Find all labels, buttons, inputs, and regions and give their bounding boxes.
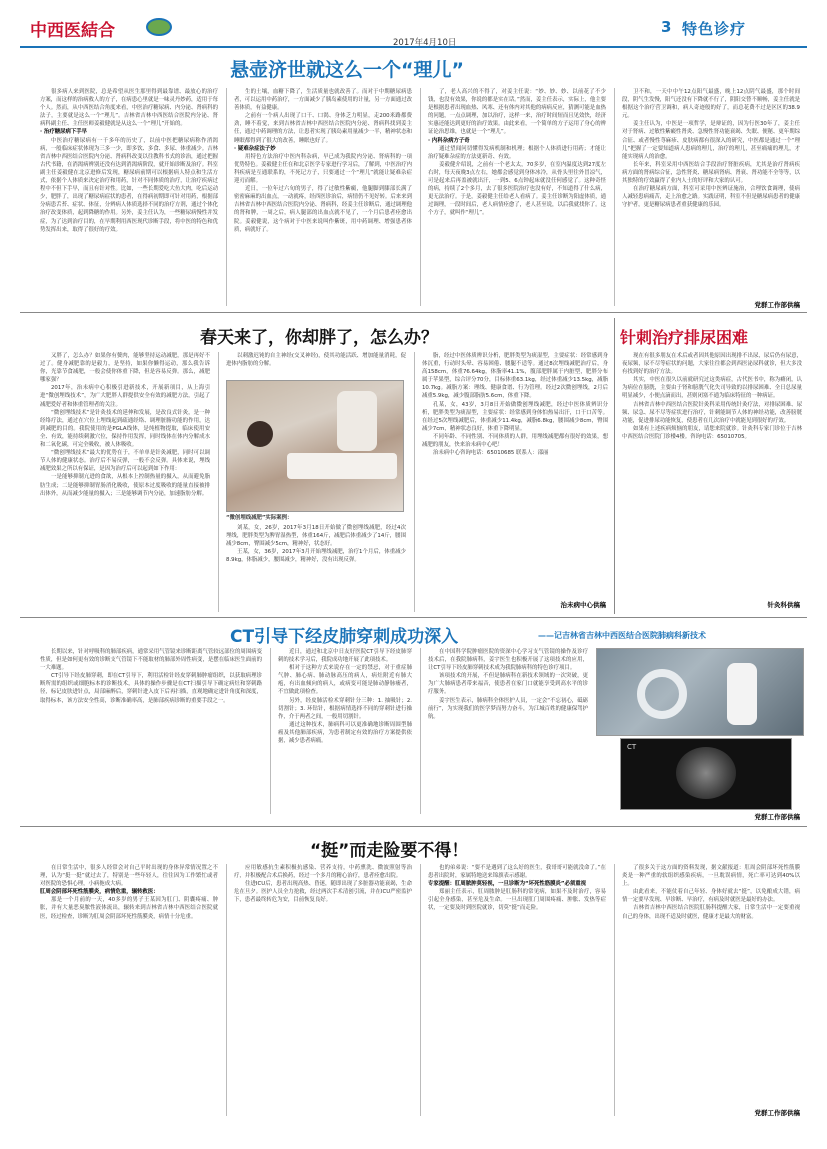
paragraph: 以刺激迟钝的自主神经(交叉神经)，使其功能活跃、增加能量消耗，促进体内脂肪的分解。: [226, 353, 406, 368]
article1-col2: [234, 88, 412, 306]
paragraph: 刘某，女，26岁，2017年3月18日开始做了微创埋线减肥，经过4次埋线，肥胖类型为脾胃湿热型，体重164斤，减肥后体重减少了14斤，腰围减少8cm，臀围减少5cm，精神好，状态好。: [226, 525, 406, 548]
paragraph: 中医治疗糖尿病有一千多年的历史了，以前中医把糖尿病称作消渴病，一般临床症状体现为三多一少，即多饮、多食、多尿、体重减少。吉林省吉林中西医结合医院内分泌、肾病科改变以往教科书式的诊治，通过把握古代书籍，在消渴病辨别还没有达到消渴病阶段，就开始诊断及治疗。科室副主任姜毅健在北京进修后发现，糖尿病前期可以根据病人特点和生活方式，依据个人体质来决定治疗和用药，针对不同体质的治疗，让治疗疾病过程中不但下手早，而且有针对性。比如，一些长期爱吃大鱼大肉，吃后运动少，肥胖了，出现了糖尿病症状的患者，在得病初期即可针对用药，根据部分病患舌苔、症状、体征，分辨病人体质选择不同的治疗方剂，通过个体化治疗改变体质，起到降糖的作用。另外，姜主任认为，一些糖尿病慢性并发症，为了达到治疗目的，在早期利用西医现代诊断手段，将中医的特色和优势发挥出来，取得了很好的疗效。: [40, 137, 218, 233]
article5-title: “挺”而走险要不得！: [310, 841, 469, 861]
column-divider: [226, 88, 227, 306]
masthead: [20, 14, 807, 48]
paragraph: 该项技术的开展，不但是肺病科在新技术领域的一次突破，更为广大肺病患者带来福音，使患者在家门口就能享受到高水平的诊疗服务。: [428, 673, 588, 696]
paragraph: “微创埋线技术”是针灸技术的延伸和发展，是改良式针灸，是一种经络疗法，通过在穴位上埋线起到疏通经络、调理脏腑功能的作用，达到减肥的目的。我院使用的是PGLA线体，是纯植物提取，临床使用安全、有效，能持续刺激穴位，保持作用发挥，同时线体在体内分解成水和二氧化碳，可完全吸收，被人体吸收。: [40, 409, 210, 449]
paragraph: 其实，中医在很久以前就研究过这类病症，古代医书中，称为癃闭，认为病位在膀胱，主要由于肾和膀胱气化失司导致的以排尿困难、全日总尿量明显减少，小便点滴而出，甚则闭塞不通为临床特征的一种病证。: [622, 377, 802, 400]
paragraph: 也的弟弟说：“要不是遇到了这么好的医生，我哥哥可能就没命了。”在患者出院时，家属特地送来锦旗表示感谢。: [428, 865, 606, 880]
treatment-photo: [226, 380, 404, 512]
photo-bed-icon: [287, 453, 397, 479]
article5-signature: 党群工作部供稿: [754, 1109, 800, 1117]
article1-col3: [428, 88, 606, 306]
paragraph: 另外，经皮肺活检术穿刺针分三种：1. 抽吸针；2. 切割针；3. 环钻针，根据病情选择不同的穿刺针进行操作，介于两者之间，一般用切割针。: [278, 697, 412, 720]
article2-col1: [40, 352, 210, 612]
paragraph: CT引导下经皮肺穿刺，即在CT引导下，利用活检针经皮穿刺肺肿瘤组织，以获取病理诊断所需的组织或细胞标本的诊断技术，具体的操作步骤是在CT扫描引导下确定病灶和穿刺路径，标记皮肤进针点，局部麻醉后，穿刺针进入皮下后再扫描，直观地确定进针角度和深度，取得标本，该方法安全性高，诊断准确率高，是肺部疾病诊断的重要手段之一。: [40, 673, 262, 704]
article2-signature: 治未病中心供稿: [560, 601, 606, 609]
paragraph: 在治疗糖尿病方面，科室可采用中医辨证施治，合理饮食调理，使病人减轻患病痛苦，走上治愈之路。实践证明，科室不但是糖尿病患者的健康守护者，更是糖尿病患者重获健康的乐园。: [622, 186, 800, 209]
paragraph: 如果有上述疾病烦恼的朋友，请您来院就诊。针灸科专家门诊位于吉林中西医结合医院门诊楼4楼。咨询电话：65010705。: [622, 425, 802, 440]
section-divider: [20, 617, 807, 618]
paragraph: 了，老人高兴的不得了，对姜主任说：“妙、妙、妙、以前花了不少钱，也没有效果，你说的都是实在话。”然而，姜主任表示，实际上，他主要是根据患者出现血热、风寒、还有体内对其他的病病反应，猜测可能是血热的问题，一点点调理，加以治疗，这样一来，治疗时间短而且见效快，经济实惠还能达到更好的治疗效果。由此来看，一个简单的方子运用了身心的辨证论治思维，也就是一个“理儿”。: [428, 89, 606, 136]
paragraph: 郑丽主任表示，肛周脓肿是肛肠科的常见病，如果不及时治疗，容易引起全身感染，甚至危及生命。一旦出现肛门周围疼痛、肿胀、发热等症状，一定要及时到医院就诊，切莫“挺”而走险。: [428, 889, 606, 912]
article4-signature: 党群工作部供稿: [754, 813, 800, 821]
article3-body: [622, 352, 802, 596]
column-divider: [614, 864, 615, 1116]
paragraph: 孔某，女，43岁，3月8日开始做微创埋线减肥，经过中医体质辨识分析，肥胖类型为痰湿型，主要症状：经常感到身体怕热易出汗，口干口苦等。在经过5次埋线减肥后，体重减少11.4kg，减脂6.8kg，腰围减少8cm，臀围减少7cm，精神状态良好，体重下降明显。: [422, 401, 608, 432]
paragraph: 2017年，治未病中心积极引进新技术，开展新项目，从上海引进“微创埋线技术”，为广大肥胖人群提供安全有效的减肥方法，引起了减肥爱好者和体重管理者的关注。: [40, 385, 210, 408]
paragraph: 现在有很多朋友在术后或者因其他原因出现排不出尿，尿后仍有尿意，夜尿频，尿不尽等症状的问题，大家往往都会到西医泌尿科就诊，但大多没有找到好的治疗方法。: [622, 353, 802, 376]
paragraph: 长年来，科室采用中西医结合手段治疗肾脏疾病，尤其是治疗肾病疾病方面的肾病综合征，急性肾炎、糖尿病肾病、肾衰、肾功能不全等等，以其独特的疗效赢得了业内人士的好评和大家的认可。: [622, 161, 800, 185]
article1-title: 悬壶济世就这么一个“理儿”: [230, 59, 464, 81]
paragraph: 姜主任认为，中医是一项哲学，是辩证的，因为行医30年了，姜主任对于肾病、过敏性紫癜性肾炎、急慢性肾功能衰竭、失眠、便秘、更年期综合征、或者慢性荨麻疹、皮肤病都有很深入的研究，中医都是通过一个“理儿”把握了一定要知道病人患病的理儿，治疗的理儿，甚至痛痛的理儿，才能实现病人的治愈。: [622, 121, 800, 160]
photo-doctor-icon: [337, 391, 377, 451]
article5-col2: [234, 864, 412, 1116]
paragraph: 近日，通过和北京中日友好医院CT引导下经皮肺穿刺的技术学习后，我院成功地开展了此项技术。: [278, 649, 412, 664]
paragraph: 姜宇医生表示，肺病科全体医护人员，一定会“不忘初心，砥砺前行”，为实现我们的医学梦而努力奋斗，为江城百姓的健康保驾护航。: [428, 697, 588, 720]
article2-col2-top: [226, 352, 406, 378]
paragraph: 很多病人来到医院，总是希望从医生那里得到最靠谱、最放心的治疗方案，而这样的治病救人的方子，在病患心里就是一味灵丹妙药，适用于每个人。然而，从中西医结合角度来看，中医治疗糖尿病、内分泌、肾病科的法子，主要就是这么一个“理儿”。吉林省吉林中西医结合医院内分泌、肾病科副主任、主任医师姜毅健就是从这么一个“理儿”开始的。: [40, 89, 218, 128]
article4-title: CT引导下经皮肺穿刺成功深入: [230, 627, 459, 647]
paragraph: 王某，女，36岁，2017年3月开始埋线减肥，治疗1个月后，体重减少8.9kg，体脂减少，腰围减少，精神好，没有出现反弹。: [226, 549, 406, 564]
page-number: 3: [661, 18, 672, 36]
article4-col1: [40, 648, 262, 814]
ct-scanner-icon: [637, 669, 687, 719]
article1-signature: 党群工作部供稿: [754, 301, 800, 309]
masthead-rule: [20, 46, 807, 48]
paragraph: “微创埋线技术”最大的优势在于，不单单是针灸减肥，同时可以调节人体的健康状态。治疗后不易反弹，一般不会反弹。具体来说，埋线减肥效果之所以有保证，是因为治疗后可以起到如下作用：: [40, 450, 210, 473]
column-divider: [614, 88, 615, 306]
paragraph: 生的土壤，血糖下降了，生活质量也就改善了。而对于中期糖尿病患者，可以运用中药治疗，一方面减少了胰岛素使用的计量，另一方面通过改善体质，有益健康。: [234, 89, 412, 112]
paragraph: 了很多关于这方面的资料发现，据文献报道：肛周会阴部坏死性筋膜炎是一种严重的软组织感染疾病，一旦耽误病情，死亡率可达到40%以上。: [622, 865, 800, 888]
paragraph: 相对于这种方式来说存在一定的禁忌，对于重症肺气肿、肺心病、肺动脉高压的病人，病灶附近有肺大疱，有出血倾向的病人，或病变可能是肺动静脉瘘者，不宜做此项检查。: [278, 665, 412, 696]
paragraph: 之前有一个病人出现了口干、口渴、身体乏力明显，走200米路都费劲，睡不着觉，来到吉林省吉林中西医结合医院内分泌、肾病科找到姜主任，通过中药调理的方法，让患者实现了胰岛素用量减少一半，精神状态和睡眠都得到了很大的改善，睡眠也好了。: [234, 113, 412, 144]
ct-scan-photo: [620, 738, 792, 810]
section-title: 特色诊疗: [682, 20, 747, 38]
paragraph: 由此看来，不能仗着自己年轻、身体好就去“挺”，以免酿成大错，病情一定要早发现、早诊断、早治疗，有病及时就医是最好的办法。: [622, 889, 800, 904]
column-divider: [218, 352, 219, 612]
column-divider: [420, 88, 421, 306]
article3-signature: 针灸科供稿: [767, 601, 800, 609]
paragraph: 又胖了，怎么办？如果你有赘肉，能够坚持运动减肥，那是再好不过了。健身减肥靠的是毅力，是坚持，如果你懒得运动，那么我告诉你，光靠节食减肥，一般会使你体重下降，但是容易反弹。那么，减肥哪家强？: [40, 353, 210, 384]
photo-person-icon: [247, 421, 273, 447]
paragraph: 脂，经过中医体质辨识分析，肥胖类型为痰湿型，主要症状：经常感到身体沉重，行动时头晕、容易困倦、腰腿不适等。通过8次埋线减肥治疗后，身高158cm，体重76.64kg，体脂率41.1%，腹部肥胖属于内脏型，肥胖分布属于苹果型，综合评分70分，目标体重63.1kg，经过体重减少13.5kg，减脂10.7kg。减脂方案：理线、健康食谱、行为管理。经过2次微创埋线，2月后减重5.9kg，减少腹部脂肪5.6cm，体重下降。: [422, 353, 608, 400]
column-divider: [414, 352, 415, 612]
paragraph: 吉林省吉林中西医结合医院肛肠科提醒大家，日常生活中一定要重视自己的身体，出现不适及时就医，健康才是最大的财富。: [622, 905, 800, 920]
ct-photo-label: CT: [627, 743, 637, 751]
subheading: · 内科杂病方子奇: [428, 137, 470, 144]
paragraph: 治未病中心咨询电话：65010685 联系人：邵丽: [433, 450, 549, 457]
article2-photo-caption: “微创埋线减肥”实际案例：: [226, 515, 293, 521]
column-divider: [270, 648, 271, 814]
paragraph: 卫不和，一天中中午12点阳气最盛，晚上12点阴气最盛，那个时间段，阴气生发慢，阳气还没有下降就不行了，阴阳交替不顺畅，姜主任就是根据这个治疗营卫调和，病人奇迹般的好了，而总花费不过是区区的38.9元。: [622, 89, 800, 120]
article3-title: 针刺治疗排尿困难: [620, 328, 749, 347]
article4-subtitle: ——记吉林省吉林中西医结合医院肺病科新技术: [538, 631, 706, 640]
article1-col4: [622, 88, 800, 300]
issue-date: 2017年4月10日: [393, 38, 457, 48]
paragraph: 不同年龄、不同性别、不同体质的人群，用埋线减肥都有很好的效果，想减肥的朋友，快来治未病中心吧！: [422, 433, 608, 449]
article1-col1: [40, 88, 218, 306]
paragraph: 近日，一位年过六旬的男子，得了过敏性紫癜，他腿脚到膝部长满了密密麻麻的出血点，一动就疼，经西医诊治后，病情仍不见好转。后来来到吉林省吉林中西医结合医院内分泌、肾病科，经姜主任诊断后，通过调理他的肾和脾，一周之后，病人腿部的出血点就不见了，一个月后患者痊愈出院。姜毅健说，这个病对于中医来说叫作紫斑，用中药调理、增强患者体质，病就好了。: [234, 186, 412, 233]
column-divider: [420, 864, 421, 1116]
section-divider: [20, 826, 807, 827]
article2-col2-bottom: [226, 524, 406, 610]
article2-col3: [422, 352, 608, 598]
photo-staff-icon: [727, 663, 757, 725]
paragraph: 在中国科学院肿瘤医院的资深中心学习支气管镜的操作及诊疗技术后，在我院肺病科，姜宇医生也积极开展了这项技术的应用，让CT引导下经皮肺穿刺技术成为我院肺病科的特色诊疗项目。: [428, 649, 588, 672]
column-divider: [614, 318, 615, 614]
article5-col3: [428, 864, 606, 1116]
subheading: 肛周会阴部坏死性筋膜炎，病情危重，辗转救医：: [40, 889, 159, 896]
section-divider: [20, 312, 807, 313]
ct-room-photo: [596, 648, 804, 736]
paragraph: 姜毅健介绍说，之前有一个老太太，70多岁，在室内温度达到27度左右时，每天夜晚3点左右，她都会感觉到身体冰冷，从骨头里往外冒凉气，可是起来后再盖被就出汗，一到5、6点钟起床就没任何感觉了。这种奇怪的病，持续了2个多月，去了很多医院治疗也没有好，不知道得了什么病，更无法治疗。于是，姜毅健主任给老人看病了。姜主任诊断为阳虚体质，通过调理，一段时间后，老人病情痊愈了，老人甚至说，以后我就找你了。这个方子，就叫作“理儿”。: [428, 161, 606, 217]
article5-col4: [622, 864, 800, 1104]
paragraph: 长期以来，针对呼吸科的肺部疾病，通常采用气管镜来诊断距离气管较远部位的周围病变性质，但是如何更有效的诊断支气管镜下不能取材的肺部外周性病变，是摆在临床医生面前的一大难题。: [40, 649, 262, 672]
paragraph: 用特色方法治疗中医内科杂病，早已成为我院内分泌、肾病科的一项优势特色。姜毅健主任在和北京医学专家进行学习后，了解到，中医治疗内科疾病是互通联系的，不死记方子，只要通过一个“理儿”就能让疑难杂症迎刃而解。: [234, 153, 412, 185]
logo-emblem-icon: [146, 18, 172, 36]
paragraph: 在日常生活中，很多人经常会对自己平时出现的身体异常情况置之不理，认为“挺一挺”就过去了，特别是一些年轻人，往往因为工作繁忙或者对医院的恐惧心理，小病拖成大病。: [40, 865, 218, 888]
subheading: · 疑难杂症法子妙: [234, 145, 276, 152]
column-divider: [226, 864, 227, 1116]
paragraph: 那是一个月前的一天，40多岁的男子王某因为肛门、阴囊疼痛、肿胀，并有大量恶臭脓性液体流出，辗转来到吉林省吉林中西医结合医院就医，经过检查，诊断为肛周会阴部坏死性筋膜炎，病情十分危重。: [40, 897, 218, 920]
paragraph: 通过望闻问切懂得发病机制和机理；根据个人体质进行用药；才能让治疗疑难杂症的方法更新奇、有效。: [428, 145, 606, 160]
paragraph: 应用敏感抗生素积极抗感染、营养支持，中药熏洗、微波照射等治疗，并积极配合术后换药，经过一个多月的精心治疗，患者痊愈出院。: [234, 865, 412, 880]
paragraph: 通过这种技术，肺病科可以更准确地诊断周围型肺癌及其他肺部疾病，为患者制定有效的治疗方案提供依据，减少患者病痛。: [278, 721, 412, 745]
article4-col3: [428, 648, 588, 814]
column-divider: [420, 648, 421, 814]
paragraph: 一是能够抑制亢进的食欲，从根本上控制热量的摄入，从而避免脂肪生成；二是能够抑制胃肠消化吸收，使原本过度吸收的能量直接被排出体外，从而减少能量的摄入；三是能够调节内分泌，加速脂肪分解。: [40, 474, 210, 497]
article5-col1: [40, 864, 218, 1116]
subheading: · 治疗糖尿病下手早: [40, 129, 88, 136]
article4-col2: [278, 648, 412, 814]
newspaper-logo: 中西医結合: [30, 21, 115, 41]
paragraph: 住进ICU后，患者出现高热、昏迷，随即出现了多脏器功能衰竭，生命危在旦夕。医护人员全力抢救，经过两次手术清创引流，并在ICU严密监护下，患者最终转危为安，目前恢复良好。: [234, 881, 412, 904]
article2-title: 春天来了，你却胖了，怎么办？: [200, 328, 438, 348]
subheading: 专家提醒：肛周脓肿莫轻视，一旦诊断为“坏死性筋膜炎”必须重视: [428, 881, 587, 888]
paragraph: 吉林省吉林中西医结合医院针灸科采用传统针灸疗法，对排尿困难、尿频、尿急、尿不尽等症状进行治疗，针刺能调节人体的神经功能，改善膀胱功能，促进排尿功能恢复，使患者在几次治疗中就能见到很好的疗效。: [622, 401, 802, 424]
ct-scan-image-icon: [676, 747, 736, 799]
